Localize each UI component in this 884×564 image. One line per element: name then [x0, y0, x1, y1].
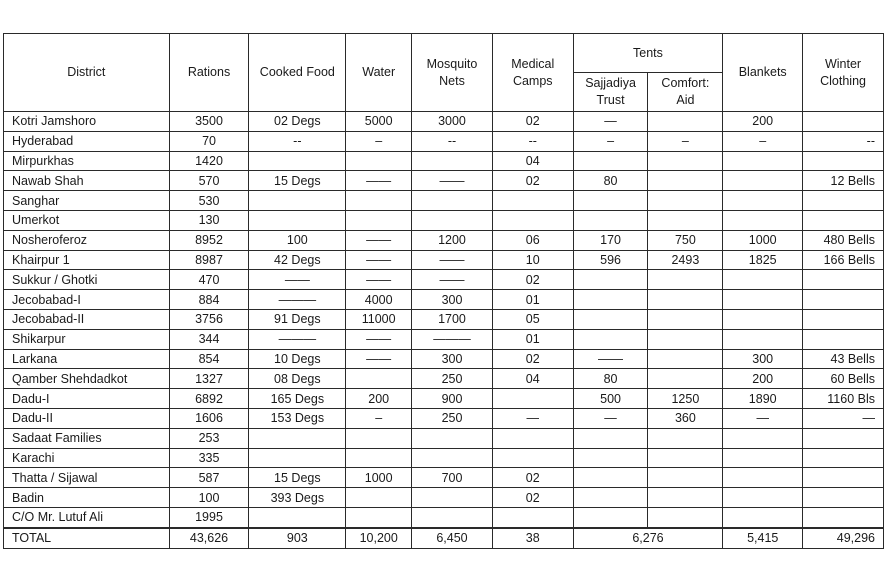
cell-water — [346, 428, 412, 448]
cell-district: Mirpurkhas — [4, 151, 170, 171]
cell-winter-clothing — [803, 290, 884, 310]
cell-cooked-food: 165 Degs — [249, 389, 346, 409]
cell-blankets: 1890 — [723, 389, 803, 409]
header-medical-camps: Medical Camps — [492, 34, 573, 112]
cell-rations: 1606 — [169, 408, 249, 428]
cell-district: Kotri Jamshoro — [4, 112, 170, 132]
cell-cooked-food — [249, 210, 346, 230]
cell-district: Sadaat Families — [4, 428, 170, 448]
cell-mosquito-nets — [412, 151, 493, 171]
cell-medical-camps: — — [492, 408, 573, 428]
cell-cooked-food: 393 Degs — [249, 488, 346, 508]
cell-medical-camps: 02 — [492, 270, 573, 290]
cell-blankets — [723, 210, 803, 230]
cell-tents-sajjadiya — [573, 329, 648, 349]
table-header — [4, 34, 884, 112]
cell-district: Sukkur / Ghotki — [4, 270, 170, 290]
cell-tents-comfort-aid: 360 — [648, 408, 723, 428]
total-cooked-food: 903 — [249, 528, 346, 548]
cell-winter-clothing — [803, 329, 884, 349]
cell-blankets: – — [723, 131, 803, 151]
cell-rations: 884 — [169, 290, 249, 310]
table-row — [4, 290, 884, 310]
cell-cooked-food: 10 Degs — [249, 349, 346, 369]
cell-water: —— — [346, 171, 412, 191]
cell-tents-comfort-aid — [648, 290, 723, 310]
cell-district: Sanghar — [4, 191, 170, 211]
cell-water: – — [346, 408, 412, 428]
table-row — [4, 329, 884, 349]
table-row — [4, 349, 884, 369]
cell-tents-sajjadiya — [573, 290, 648, 310]
cell-tents-comfort-aid — [648, 270, 723, 290]
cell-tents-comfort-aid — [648, 488, 723, 508]
cell-tents-sajjadiya — [573, 507, 648, 527]
cell-blankets: 200 — [723, 369, 803, 389]
cell-blankets: — — [723, 408, 803, 428]
total-mosquito-nets: 6,450 — [412, 528, 493, 548]
cell-cooked-food: 100 — [249, 230, 346, 250]
cell-winter-clothing — [803, 488, 884, 508]
cell-tents-sajjadiya: — — [573, 408, 648, 428]
cell-tents-comfort-aid: 2493 — [648, 250, 723, 270]
total-tents: 6,276 — [573, 528, 723, 548]
cell-tents-sajjadiya: 80 — [573, 171, 648, 191]
cell-tents-sajjadiya: 596 — [573, 250, 648, 270]
cell-rations: 335 — [169, 448, 249, 468]
cell-medical-camps: 06 — [492, 230, 573, 250]
cell-district: Jecobabad-II — [4, 309, 170, 329]
cell-winter-clothing — [803, 191, 884, 211]
cell-winter-clothing — [803, 270, 884, 290]
header-tents: Tents — [573, 34, 723, 73]
cell-winter-clothing: 60 Bells — [803, 369, 884, 389]
cell-medical-camps — [492, 428, 573, 448]
cell-medical-camps: 02 — [492, 112, 573, 132]
cell-tents-comfort-aid — [648, 468, 723, 488]
cell-water: —— — [346, 349, 412, 369]
cell-district: Karachi — [4, 448, 170, 468]
cell-blankets: 200 — [723, 112, 803, 132]
cell-mosquito-nets: 250 — [412, 408, 493, 428]
cell-winter-clothing: 43 Bells — [803, 349, 884, 369]
cell-medical-camps: 05 — [492, 309, 573, 329]
cell-cooked-food: —— — [249, 270, 346, 290]
cell-tents-sajjadiya — [573, 428, 648, 448]
total-row — [4, 528, 884, 548]
cell-tents-sajjadiya — [573, 309, 648, 329]
cell-blankets: 1000 — [723, 230, 803, 250]
table-row — [4, 171, 884, 191]
cell-tents-comfort-aid: – — [648, 131, 723, 151]
cell-winter-clothing: -- — [803, 131, 884, 151]
cell-tents-comfort-aid — [648, 309, 723, 329]
cell-district: Jecobabad-I — [4, 290, 170, 310]
cell-water: —— — [346, 270, 412, 290]
cell-medical-camps: 01 — [492, 290, 573, 310]
cell-blankets — [723, 329, 803, 349]
cell-water — [346, 488, 412, 508]
cell-winter-clothing — [803, 507, 884, 527]
cell-water: —— — [346, 250, 412, 270]
cell-district: Dadu-II — [4, 408, 170, 428]
cell-rations: 587 — [169, 468, 249, 488]
cell-blankets — [723, 428, 803, 448]
cell-cooked-food — [249, 151, 346, 171]
cell-tents-sajjadiya — [573, 468, 648, 488]
cell-water — [346, 507, 412, 527]
total-medical-camps: 38 — [492, 528, 573, 548]
cell-tents-comfort-aid — [648, 112, 723, 132]
cell-medical-camps — [492, 191, 573, 211]
cell-blankets — [723, 448, 803, 468]
cell-medical-camps: 02 — [492, 468, 573, 488]
cell-mosquito-nets: 3000 — [412, 112, 493, 132]
cell-winter-clothing: 166 Bells — [803, 250, 884, 270]
cell-medical-camps: 02 — [492, 171, 573, 191]
header-winter-clothing: Winter Clothing — [803, 34, 884, 112]
cell-cooked-food — [249, 507, 346, 527]
cell-winter-clothing — [803, 210, 884, 230]
cell-cooked-food — [249, 448, 346, 468]
cell-mosquito-nets — [412, 488, 493, 508]
cell-rations: 854 — [169, 349, 249, 369]
cell-mosquito-nets: 300 — [412, 290, 493, 310]
relief-table-container — [3, 33, 884, 549]
cell-medical-camps — [492, 507, 573, 527]
header-water: Water — [346, 34, 412, 112]
cell-tents-comfort-aid — [648, 151, 723, 171]
cell-tents-comfort-aid — [648, 428, 723, 448]
cell-water — [346, 448, 412, 468]
cell-blankets — [723, 270, 803, 290]
cell-mosquito-nets: —— — [412, 250, 493, 270]
cell-medical-camps: 02 — [492, 488, 573, 508]
cell-winter-clothing: 12 Bells — [803, 171, 884, 191]
cell-medical-camps — [492, 389, 573, 409]
cell-medical-camps: 04 — [492, 151, 573, 171]
cell-rations: 470 — [169, 270, 249, 290]
header-mosquito-nets: Mosquito Nets — [412, 34, 493, 112]
cell-medical-camps: 01 — [492, 329, 573, 349]
cell-tents-sajjadiya: — — [573, 112, 648, 132]
cell-tents-sajjadiya — [573, 488, 648, 508]
cell-mosquito-nets — [412, 191, 493, 211]
cell-mosquito-nets: ——— — [412, 329, 493, 349]
cell-cooked-food: 91 Degs — [249, 309, 346, 329]
cell-water: 200 — [346, 389, 412, 409]
cell-blankets — [723, 507, 803, 527]
cell-rations: 3756 — [169, 309, 249, 329]
cell-district: Nosheroferoz — [4, 230, 170, 250]
cell-rations: 1420 — [169, 151, 249, 171]
cell-blankets — [723, 151, 803, 171]
cell-district: Khairpur 1 — [4, 250, 170, 270]
cell-blankets — [723, 191, 803, 211]
cell-district: Nawab Shah — [4, 171, 170, 191]
cell-cooked-food — [249, 191, 346, 211]
cell-tents-sajjadiya: —— — [573, 349, 648, 369]
cell-district: Thatta / Sijawal — [4, 468, 170, 488]
cell-water — [346, 151, 412, 171]
cell-mosquito-nets — [412, 428, 493, 448]
cell-winter-clothing — [803, 468, 884, 488]
cell-medical-camps: 04 — [492, 369, 573, 389]
header-district: District — [4, 34, 170, 112]
table-row — [4, 270, 884, 290]
cell-rations: 8952 — [169, 230, 249, 250]
cell-tents-comfort-aid — [648, 349, 723, 369]
cell-blankets: 300 — [723, 349, 803, 369]
cell-tents-comfort-aid — [648, 329, 723, 349]
cell-mosquito-nets: 700 — [412, 468, 493, 488]
header-blankets: Blankets — [723, 34, 803, 112]
cell-tents-sajjadiya — [573, 270, 648, 290]
cell-medical-camps: 02 — [492, 349, 573, 369]
cell-cooked-food: 15 Degs — [249, 468, 346, 488]
table-row — [4, 230, 884, 250]
cell-rations: 70 — [169, 131, 249, 151]
cell-cooked-food: -- — [249, 131, 346, 151]
cell-cooked-food: 02 Degs — [249, 112, 346, 132]
header-rations: Rations — [169, 34, 249, 112]
cell-cooked-food: ——— — [249, 290, 346, 310]
table-row — [4, 448, 884, 468]
cell-mosquito-nets: -- — [412, 131, 493, 151]
cell-winter-clothing — [803, 112, 884, 132]
cell-tents-sajjadiya — [573, 151, 648, 171]
cell-rations: 344 — [169, 329, 249, 349]
cell-winter-clothing: — — [803, 408, 884, 428]
cell-tents-comfort-aid: 750 — [648, 230, 723, 250]
cell-tents-comfort-aid — [648, 171, 723, 191]
cell-mosquito-nets — [412, 210, 493, 230]
cell-cooked-food: 15 Degs — [249, 171, 346, 191]
cell-district: Dadu-I — [4, 389, 170, 409]
cell-tents-sajjadiya — [573, 210, 648, 230]
cell-tents-comfort-aid: 1250 — [648, 389, 723, 409]
table-row — [4, 507, 884, 527]
cell-cooked-food — [249, 428, 346, 448]
cell-district: Badin — [4, 488, 170, 508]
cell-district: Hyderabad — [4, 131, 170, 151]
cell-rations: 1995 — [169, 507, 249, 527]
cell-tents-sajjadiya: 80 — [573, 369, 648, 389]
table-row — [4, 488, 884, 508]
table-row — [4, 191, 884, 211]
cell-blankets — [723, 488, 803, 508]
cell-rations: 570 — [169, 171, 249, 191]
cell-water — [346, 369, 412, 389]
cell-winter-clothing: 1160 Bls — [803, 389, 884, 409]
table-row — [4, 369, 884, 389]
cell-tents-comfort-aid — [648, 507, 723, 527]
cell-winter-clothing — [803, 309, 884, 329]
cell-water: —— — [346, 329, 412, 349]
cell-water: – — [346, 131, 412, 151]
cell-rations: 130 — [169, 210, 249, 230]
cell-district: C/O Mr. Lutuf Ali — [4, 507, 170, 527]
table-row — [4, 309, 884, 329]
cell-cooked-food: 42 Degs — [249, 250, 346, 270]
cell-tents-comfort-aid — [648, 448, 723, 468]
cell-winter-clothing — [803, 151, 884, 171]
cell-blankets — [723, 171, 803, 191]
cell-mosquito-nets: 250 — [412, 369, 493, 389]
cell-water: —— — [346, 230, 412, 250]
table-row — [4, 151, 884, 171]
cell-rations: 253 — [169, 428, 249, 448]
cell-district: Umerkot — [4, 210, 170, 230]
table-row — [4, 210, 884, 230]
cell-rations: 530 — [169, 191, 249, 211]
table-row — [4, 131, 884, 151]
table-body — [4, 112, 884, 528]
total-label: TOTAL — [4, 528, 170, 548]
cell-cooked-food: 153 Degs — [249, 408, 346, 428]
cell-rations: 6892 — [169, 389, 249, 409]
cell-mosquito-nets: 1200 — [412, 230, 493, 250]
cell-medical-camps: 10 — [492, 250, 573, 270]
table-row — [4, 112, 884, 132]
total-blankets: 5,415 — [723, 528, 803, 548]
cell-cooked-food: 08 Degs — [249, 369, 346, 389]
table-row — [4, 250, 884, 270]
cell-water — [346, 191, 412, 211]
cell-tents-comfort-aid — [648, 210, 723, 230]
cell-water: 4000 — [346, 290, 412, 310]
cell-water: 11000 — [346, 309, 412, 329]
cell-tents-sajjadiya — [573, 191, 648, 211]
cell-rations: 100 — [169, 488, 249, 508]
cell-district: Qamber Shehdadkot — [4, 369, 170, 389]
total-winter-clothing: 49,296 — [803, 528, 884, 548]
cell-medical-camps — [492, 210, 573, 230]
total-water: 10,200 — [346, 528, 412, 548]
cell-rations: 3500 — [169, 112, 249, 132]
header-tents-comfort-aid: Comfort: Aid — [648, 73, 723, 112]
cell-rations: 8987 — [169, 250, 249, 270]
cell-tents-sajjadiya: 500 — [573, 389, 648, 409]
cell-water: 5000 — [346, 112, 412, 132]
cell-tents-comfort-aid — [648, 369, 723, 389]
cell-winter-clothing: 480 Bells — [803, 230, 884, 250]
cell-cooked-food: ——— — [249, 329, 346, 349]
table-row — [4, 389, 884, 409]
cell-blankets — [723, 468, 803, 488]
cell-tents-sajjadiya: 170 — [573, 230, 648, 250]
table-row — [4, 468, 884, 488]
cell-mosquito-nets — [412, 507, 493, 527]
cell-tents-sajjadiya — [573, 448, 648, 468]
cell-blankets — [723, 290, 803, 310]
table-footer — [4, 528, 884, 548]
table-row — [4, 428, 884, 448]
cell-medical-camps: -- — [492, 131, 573, 151]
cell-tents-sajjadiya: – — [573, 131, 648, 151]
cell-mosquito-nets: 900 — [412, 389, 493, 409]
cell-mosquito-nets — [412, 448, 493, 468]
cell-mosquito-nets: —— — [412, 270, 493, 290]
cell-winter-clothing — [803, 428, 884, 448]
cell-mosquito-nets: 300 — [412, 349, 493, 369]
cell-medical-camps — [492, 448, 573, 468]
cell-water: 1000 — [346, 468, 412, 488]
cell-winter-clothing — [803, 448, 884, 468]
cell-water — [346, 210, 412, 230]
header-tents-sajjadiya: Sajjadiya Trust — [573, 73, 648, 112]
cell-blankets — [723, 309, 803, 329]
total-rations: 43,626 — [169, 528, 249, 548]
cell-rations: 1327 — [169, 369, 249, 389]
header-cooked-food: Cooked Food — [249, 34, 346, 112]
table-row — [4, 408, 884, 428]
cell-tents-comfort-aid — [648, 191, 723, 211]
cell-mosquito-nets: —— — [412, 171, 493, 191]
cell-mosquito-nets: 1700 — [412, 309, 493, 329]
relief-distribution-table — [3, 33, 884, 549]
cell-blankets: 1825 — [723, 250, 803, 270]
cell-district: Shikarpur — [4, 329, 170, 349]
cell-district: Larkana — [4, 349, 170, 369]
